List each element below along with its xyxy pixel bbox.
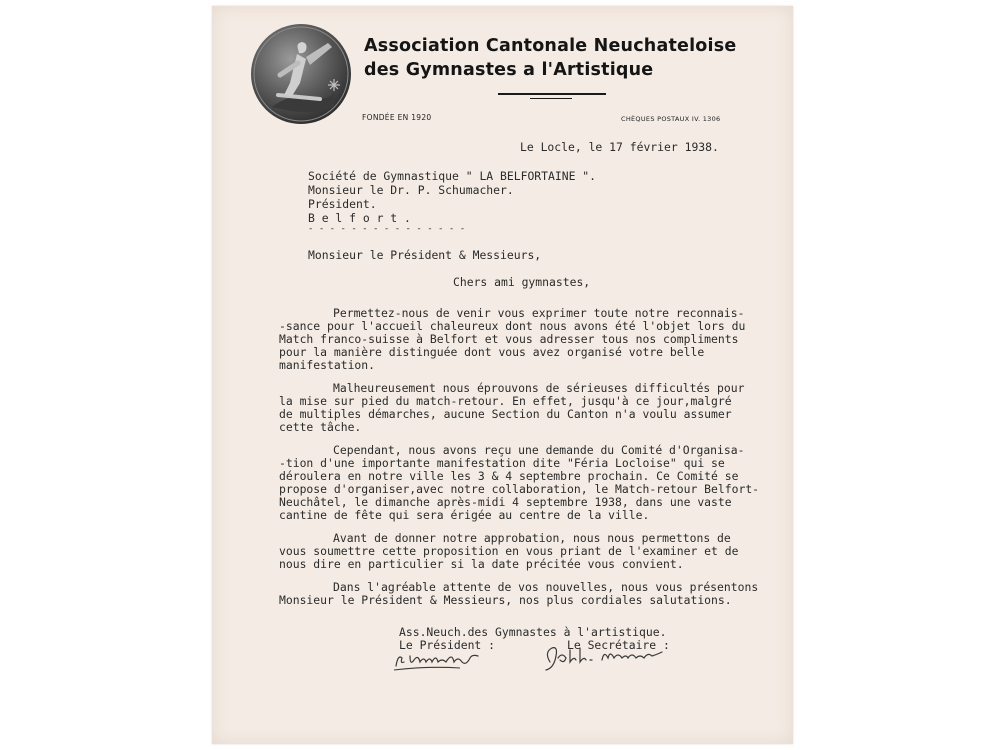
gymnast-medallion-logo	[250, 23, 352, 125]
founded-year: FONDÉE EN 1920	[362, 113, 432, 122]
paragraph-2-line-1: Malheureusement nous éprouvons de sérieuses difficultés pour	[333, 381, 745, 395]
greeting: Chers ami gymnastes,	[453, 275, 591, 289]
paragraph-4-line-1: Avant de donner notre approbation, nous nous permettons de	[333, 531, 731, 545]
paragraph-3-line-4: propose d'organiser,avec notre collaboration, le Match-retour Belfort-	[279, 482, 760, 496]
address-line-2: Monsieur le Dr. P. Schumacher.	[308, 183, 514, 197]
header-rule-short	[530, 98, 572, 99]
paragraph-1-line-4: pour la manière distinguée dont vous avez organisé votre belle	[279, 345, 705, 359]
address-line-3: Président.	[308, 197, 377, 211]
paragraph-4-line-2: vous soumettre cette proposition en vous priant de l'examiner et de	[279, 544, 739, 558]
paragraph-3-line-1: Cependant, nous avons reçu une demande du Comité d'Organisa-	[333, 443, 745, 457]
salutation: Monsieur le Président & Messieurs,	[308, 248, 542, 262]
date-line: Le Locle, le 17 février 1938.	[520, 140, 719, 154]
address-line-4: B e l f o r t .	[308, 211, 411, 225]
paragraph-1-line-5: manifestation.	[279, 358, 376, 372]
postal-cheque-account: CHÈQUES POSTAUX IV. 1306	[621, 115, 721, 123]
letterhead-title-line2: des Gymnastes a l'Artistique	[364, 60, 654, 80]
paragraph-3-line-6: cantine de fête qui sera érigée au centre de la ville.	[279, 508, 650, 522]
closing-organization: Ass.Neuch.des Gymnastes à l'artistique.	[399, 625, 667, 639]
paragraph-3-line-5: Neuchâtel, le dimanche après-midi 4 septembre 1938, dans une vaste	[279, 495, 732, 509]
president-label: Le Président :	[399, 638, 496, 652]
header-rule	[498, 93, 606, 95]
paragraph-5-line-2: Monsieur le Président & Messieurs, nos plus cordiales salutations.	[279, 593, 732, 607]
president-signature	[388, 644, 498, 674]
letterhead-title-line1: Association Cantonale Neuchateloise	[364, 36, 737, 56]
paragraph-1-line-1: Permettez-nous de venir vous exprimer toute notre reconnais-	[333, 306, 745, 320]
paragraph-4-line-3: nous dire en particulier si la date précitée vous convient.	[279, 557, 684, 571]
paragraph-2-line-4: cette tâche.	[279, 420, 362, 434]
paragraph-3-line-3: déroulera en notre ville les 3 & 4 septembre prochain. Ce Comité se	[279, 469, 739, 483]
secretary-signature	[540, 638, 680, 674]
paragraph-1-line-2: -sance pour l'accueil chaleureux dont nous avons été l'objet lors du	[279, 319, 746, 333]
address-line-1: Société de Gymnastique " LA BELFORTAINE ".	[308, 169, 597, 183]
address-underline: - - - - - - - - - - - - - - -	[308, 224, 466, 234]
paragraph-3-line-2: -tion d'une importante manifestation dite "Féria Locloise" qui se	[279, 456, 725, 470]
paragraph-5-line-1: Dans l'agréable attente de vos nouvelles, nous vous présentons	[333, 580, 759, 594]
paragraph-2-line-2: la mise sur pied du match-retour. En effet, jusqu'à ce jour,malgré	[279, 394, 732, 408]
paragraph-2-line-3: de multiples démarches, aucune Section du Canton n'a voulu assumer	[279, 407, 732, 421]
paragraph-1-line-3: Match franco-suisse à Belfort et vous adresser tous nos compliments	[279, 332, 739, 346]
secretary-label: Le Secrétaire :	[567, 638, 670, 652]
